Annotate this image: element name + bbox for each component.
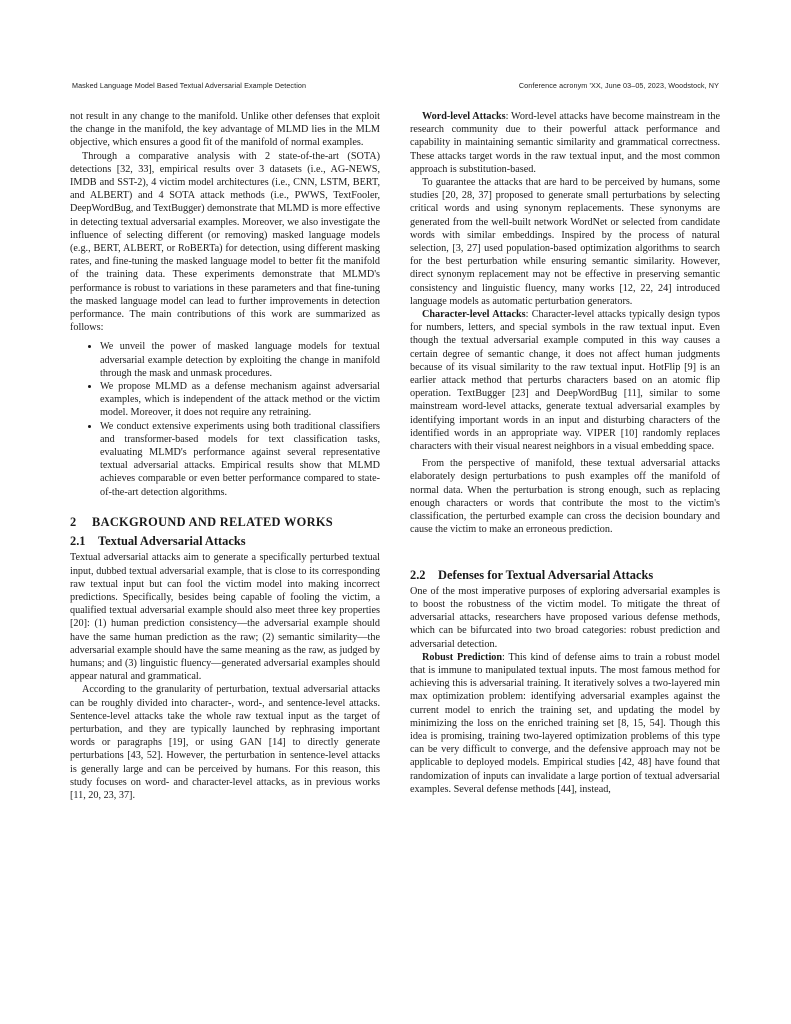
subsection-heading bbox=[410, 569, 720, 582]
paragraph-text: : This kind of defense aims to train a robust model that is immune to manipulated textual inputs. The most famous method for achieving this is adversarial training. It iteratively solves a two-layered min max optimization problem: identifying adversarial examples against the current model to enrich the training set, and updating the model by minimizing the loss on the enriched training set [8, 15, 54]. Though this idea is promising, training two-layered optimization problems of this type can be very difficult to converge, and the defensive approach may not be applicable to deployed models. Empirical studies [42, 48] have found that randomization of inputs can invalidate a large portion of textual adversarial examples. Several defense methods [44], instead, bbox=[410, 651, 720, 795]
run-in-heading: Robust Prediction bbox=[422, 651, 503, 663]
running-title: Masked Language Model Based Textual Adversarial Example Detection bbox=[72, 81, 307, 90]
paragraph: From the perspective of manifold, these textual adversarial attacks elaborately design perturbations to push examples off the manifold of normal data. When the perturbation is strong enough, such as replacing enough characters or words that contribute the most to the victim's classification, the perturbed example can cross the decision boundary and cause the victim to make an erroneous prediction. bbox=[410, 458, 720, 536]
list-item: • We conduct extensive experiments using both traditional classifiers and transformer-based models for text classification tasks, evaluating MLMD's performance against several representative textual adversarial attacks. Empirical results show that MLMD achieves comparable or even better performance compared to state-of-the-art detection algorithms. bbox=[100, 420, 380, 499]
contributions-list bbox=[70, 340, 380, 498]
run-in-heading: Character-level Attacks bbox=[422, 309, 526, 321]
subsection-title: Defenses for Textual Adversarial Attacks bbox=[438, 567, 654, 582]
paragraph: Textual adversarial attacks aim to generate a specifically perturbed textual input, dubbed textual adversarial example, that is close to its corresponding raw textual input but can fool the victim model into making incorrect predictions. Specifically, besides being capable of fooling the victim, a qualified textual adversarial example should also meet three key properties [20]: (1) human prediction consistency—the adversarial example should have the same human prediction as the raw; (2) semantic similarity—the adversarial example should have the same meaning as the raw, as judged by humans; and (3) linguistic fluency—generated adversarial examples should appear natural and grammatical. bbox=[70, 552, 380, 683]
left-column bbox=[70, 110, 380, 802]
subsection-title: Textual Adversarial Attacks bbox=[98, 534, 246, 549]
conference-info: Conference acronym 'XX, June 03–05, 2023, Woodstock, NY bbox=[518, 81, 719, 90]
section-title: BACKGROUND AND RELATED WORKS bbox=[92, 514, 333, 529]
page-header bbox=[72, 81, 719, 90]
subsection-number: 2.1 bbox=[70, 534, 86, 549]
subsection-number: 2.2 bbox=[410, 567, 426, 582]
list-item: • We unveil the power of masked language models for textual adversarial example detection by exploiting the change in manifold through the mask and unmask procedures. bbox=[100, 340, 380, 380]
paragraph-text: : Character-level attacks typically design typos for numbers, letters, and special symbols in the raw textual input. Even though the textual adversarial example computed in this way causes a certain degree of semantic change, it does not affect human judgments because of its visual similarity to the raw textual input. HotFlip [9] is an earlier attack method that perturbs characters based on an atomic flip operation. TextBugger [23] and DeepWordBug [11], similar to some mainstream word-level attacks, generate textual adversarial examples by identifying important words in an input and disturbing characters of the identified words in an appropriate way. VIPER [10] randomly replaces characters with their visual nearest neighbors in a visual embedding space. bbox=[410, 309, 721, 453]
paragraph: not result in any change to the manifold. Unlike other defenses that exploit the change in the manifold, the key advantage of MLMD lies in the MLM objective, which ensures a good fit of the manifold of normal examples. bbox=[70, 111, 380, 149]
paragraph: To guarantee the attacks that are hard to be perceived by humans, some studies [20, 28, 37] proposed to generate small perturbations by selecting critical words and using synonym replacements. These synonyms are generated from the well-built network WordNet or selected from candidate words with similar embeddings. Inspired by the process of natural selection, [3, 27] used population-based optimization algorithms to search for the best perturbation while ensuring semantic similarity. However, direct synonym replacement may not be effective in preserving semantic consistency and linguistic fluency, many works [12, 22, 24] introduced language models as automatic perturbation generators. bbox=[410, 177, 720, 307]
section-number: 2 bbox=[70, 514, 77, 529]
paragraph bbox=[410, 110, 720, 176]
paragraph: According to the granularity of perturbation, textual adversarial attacks can be roughly divided into character-, word-, and sentence-level attacks. Sentence-level attacks take the whole raw textual input as the target of perturbation, and they are typically launched by rephrasing important words or paragraphs [19], or using GAN [14] to directly generate perturbations [43, 52]. However, the perturbation in sentence-level attacks is generally large and can be perceived by humans. For this reason, this study focuses on word- and character-level attacks, as in previous works [11, 20, 23, 37]. bbox=[70, 684, 380, 801]
subsection-heading bbox=[70, 535, 380, 548]
paragraph: One of the most imperative purposes of exploring adversarial examples is to boost the robustness of the victim model. To mitigate the threat of adversarial attacks, researchers have proposed various defense methods, which can be bifurcated into two broad categories: robust prediction and adversarial detection. bbox=[410, 585, 720, 650]
section-heading bbox=[70, 516, 380, 529]
paragraph bbox=[410, 651, 720, 796]
run-in-heading: Word-level Attacks bbox=[422, 111, 506, 122]
right-column bbox=[410, 110, 720, 796]
list-item: • We propose MLMD as a defense mechanism against adversarial examples, which is independent of the attack method or the victim model. Moreover, it does not require any retraining. bbox=[100, 380, 380, 420]
paragraph bbox=[410, 308, 720, 453]
paragraph: Through a comparative analysis with 2 state-of-the-art (SOTA) detections [32, 33], empirical results over 3 datasets (i.e., AG-NEWS, IMDB and SST-2), 4 victim model architectures (i.e., CNN, LSTM, BERT, and ALBERT) and 4 SOTA attack methods (i.e., PWWS, TextFooler, DeepWordBug, and TextBugger) demonstrate that MLMD is more effective in detecting textual adversarial examples. Moreover, we also investigate the influence of selecting different (or removing) masked language models (e.g., BERT, ALBERT, or RoBERTa) for detection, using different masking rates, and fine-tuning the masked language model to better fit the manifold of the training data. These experiments demonstrate that MLMD's performance is robust to variations in these parameters and that fine-tuning the masked language model can lead to further improvements in detection performance. The main contributions of this work are summarized as follows: bbox=[70, 150, 380, 334]
paragraph-text: : Word-level attacks have become mainstream in the research community due to their powerful attack performance and capability in maintaining semantic similarity and grammatical correctness. These attacks target words in the raw textual input, and the most common approach is substitution-based. bbox=[410, 111, 721, 175]
